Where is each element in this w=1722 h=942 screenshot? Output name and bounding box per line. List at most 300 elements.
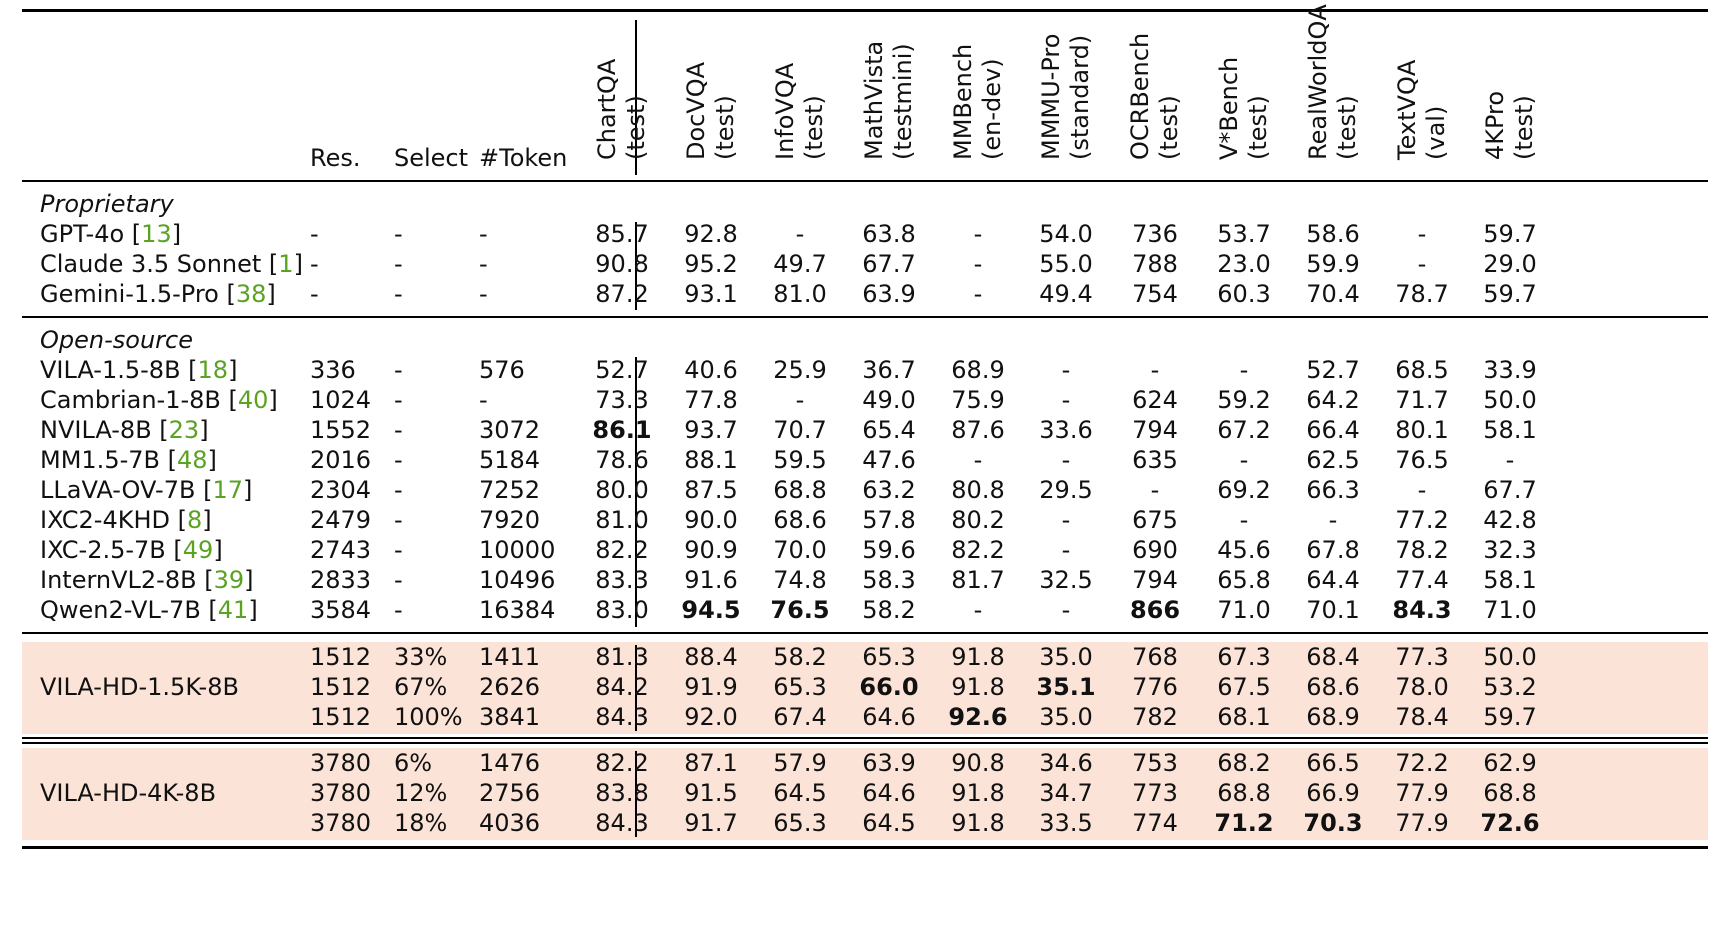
select-cell: 12%	[394, 779, 448, 807]
score-cell: 754	[1132, 280, 1178, 308]
select-header: Select	[394, 144, 469, 172]
score-cell: 85.7	[595, 220, 649, 248]
token-cell: 7252	[479, 476, 541, 504]
score-cell: 78.0	[1395, 673, 1449, 701]
score-cell: -	[1061, 386, 1071, 414]
select-cell: 67%	[394, 673, 448, 701]
score-cell: 59.7	[1483, 280, 1537, 308]
benchmark-split: (test)	[1244, 95, 1272, 160]
score-cell: 81.0	[595, 506, 649, 534]
model-name: NVILA-8B [23]	[40, 416, 209, 444]
model-name: Gemini-1.5-Pro [38]	[40, 280, 276, 308]
score-cell: -	[1239, 506, 1249, 534]
score-cell: 71.0	[1483, 596, 1537, 624]
score-cell: 86.1	[592, 416, 652, 444]
model-label: InternVL2-8B	[40, 566, 197, 594]
score-cell: 70.4	[1306, 280, 1360, 308]
citation-link: 48	[176, 446, 208, 474]
score-cell: 91.9	[684, 673, 738, 701]
token-cell: 1476	[479, 749, 541, 777]
score-cell: 67.4	[773, 703, 827, 731]
score-cell: 59.7	[1483, 220, 1537, 248]
score-cell: 84.2	[595, 673, 649, 701]
citation-link: 18	[197, 356, 229, 384]
score-cell: 90.9	[684, 536, 738, 564]
score-cell: 92.6	[948, 703, 1008, 731]
res-cell: 2304	[310, 476, 372, 504]
score-cell: 42.8	[1483, 506, 1537, 534]
score-cell: 90.0	[684, 506, 738, 534]
score-cell: 67.5	[1217, 673, 1271, 701]
res-cell: 3780	[310, 749, 372, 777]
token-cell: -	[479, 386, 488, 414]
model-label: Cambrian-1-8B	[40, 386, 221, 414]
token-cell: 4036	[479, 809, 541, 837]
token-cell: 2626	[479, 673, 541, 701]
score-cell: 60.3	[1217, 280, 1271, 308]
benchmark-header-text	[1126, 33, 1184, 160]
score-cell: 81.0	[773, 280, 827, 308]
res-cell: -	[310, 250, 319, 278]
benchmark-header-text	[1215, 57, 1273, 160]
score-cell: 49.7	[773, 250, 827, 278]
score-cell: 55.0	[1039, 250, 1093, 278]
res-header: Res.	[310, 144, 361, 172]
score-cell: 75.9	[951, 386, 1005, 414]
token-cell: 16384	[479, 596, 556, 624]
citation-link: 13	[141, 220, 172, 248]
score-cell: 70.1	[1306, 596, 1360, 624]
score-cell: 58.2	[862, 596, 916, 624]
citation-link: 8	[187, 506, 203, 534]
score-cell: 35.0	[1039, 703, 1093, 731]
res-cell: 2479	[310, 506, 372, 534]
benchmark-name: MMBench	[949, 43, 977, 160]
model-name: GPT-4o [13]	[40, 220, 182, 248]
score-cell: 67.3	[1217, 643, 1271, 671]
model-label: Claude 3.5 Sonnet	[40, 250, 262, 278]
score-cell: 68.5	[1395, 356, 1449, 384]
score-cell: 71.0	[1217, 596, 1271, 624]
score-cell: 62.5	[1306, 446, 1360, 474]
score-cell: 49.4	[1039, 280, 1093, 308]
score-cell: 675	[1132, 506, 1178, 534]
score-cell: 33.6	[1039, 416, 1093, 444]
score-cell: 95.2	[684, 250, 738, 278]
res-cell: 1024	[310, 386, 372, 414]
score-cell: 58.2	[773, 643, 827, 671]
token-header: #Token	[479, 144, 568, 172]
score-cell: 91.7	[684, 809, 738, 837]
select-cell: -	[394, 356, 403, 384]
score-cell: 59.5	[773, 446, 827, 474]
score-cell: 87.2	[595, 280, 649, 308]
score-cell: 52.7	[1306, 356, 1360, 384]
select-cell: -	[394, 386, 403, 414]
select-cell: 100%	[394, 703, 463, 731]
benchmark-name: 4KPro	[1481, 90, 1509, 160]
score-cell: 80.8	[951, 476, 1005, 504]
token-cell: 3072	[479, 416, 541, 444]
score-cell: 66.0	[859, 673, 919, 701]
score-cell: -	[973, 596, 983, 624]
model-name: IXC-2.5-7B [49]	[40, 536, 223, 564]
score-cell: -	[1417, 250, 1427, 278]
score-cell: 57.9	[773, 749, 827, 777]
res-cell: 1512	[310, 643, 372, 671]
score-cell: -	[795, 220, 805, 248]
benchmark-split: (test)	[800, 95, 828, 160]
benchmark-header-text	[1037, 34, 1095, 160]
select-cell: -	[394, 416, 403, 444]
score-cell: 67.7	[862, 250, 916, 278]
model-name: IXC2-4KHD [8]	[40, 506, 212, 534]
score-cell: 78.7	[1395, 280, 1449, 308]
score-cell: 80.1	[1395, 416, 1449, 444]
score-cell: 83.3	[595, 566, 649, 594]
score-cell: 29.5	[1039, 476, 1093, 504]
benchmark-split: (test)	[1510, 95, 1538, 160]
score-cell: 66.5	[1306, 749, 1360, 777]
score-cell: 63.9	[862, 749, 916, 777]
score-cell: 84.3	[1392, 596, 1452, 624]
res-cell: 3780	[310, 779, 372, 807]
score-cell: -	[1505, 446, 1515, 474]
open-source-label: Open-source	[40, 326, 193, 354]
score-cell: -	[1417, 476, 1427, 504]
model-label: GPT-4o	[40, 220, 125, 248]
select-cell: 6%	[394, 749, 433, 777]
token-cell: 7920	[479, 506, 541, 534]
header-rule	[22, 180, 1708, 182]
benchmark-name: MathVista	[860, 40, 888, 160]
score-cell: -	[1328, 506, 1338, 534]
benchmark-split: (testmini)	[889, 43, 917, 160]
score-cell: 71.2	[1214, 809, 1274, 837]
score-cell: 47.6	[862, 446, 916, 474]
benchmark-name: DocVQA	[682, 61, 710, 160]
score-cell: 64.4	[1306, 566, 1360, 594]
model-label: Qwen2-VL-7B	[40, 596, 201, 624]
res-cell: 1512	[310, 673, 372, 701]
score-cell: 50.0	[1483, 386, 1537, 414]
score-cell: 753	[1132, 749, 1178, 777]
score-cell: 93.1	[684, 280, 738, 308]
score-cell: 62.9	[1483, 749, 1537, 777]
model-label: IXC-2.5-7B	[40, 536, 166, 564]
score-cell: -	[973, 446, 983, 474]
benchmark-name: V*Bench	[1215, 56, 1243, 160]
score-cell: 91.6	[684, 566, 738, 594]
score-cell: 68.8	[773, 476, 827, 504]
score-cell: 64.2	[1306, 386, 1360, 414]
score-cell: 83.0	[595, 596, 649, 624]
score-cell: 90.8	[595, 250, 649, 278]
benchmark-name: OCRBench	[1126, 32, 1154, 160]
model-name: Qwen2-VL-7B [41]	[40, 596, 258, 624]
score-cell: 65.8	[1217, 566, 1271, 594]
token-cell: -	[479, 280, 488, 308]
res-cell: 2833	[310, 566, 372, 594]
score-cell: 77.3	[1395, 643, 1449, 671]
select-cell: -	[394, 220, 403, 248]
score-cell: 36.7	[862, 356, 916, 384]
score-cell: 29.0	[1483, 250, 1537, 278]
top-rule	[22, 9, 1708, 12]
score-cell: 82.2	[595, 749, 649, 777]
score-cell: 35.0	[1039, 643, 1093, 671]
score-cell: 58.6	[1306, 220, 1360, 248]
score-cell: 65.3	[773, 673, 827, 701]
token-cell: 2756	[479, 779, 541, 807]
score-cell: 88.1	[684, 446, 738, 474]
model-name: Cambrian-1-8B [40]	[40, 386, 278, 414]
score-cell: 78.2	[1395, 536, 1449, 564]
score-cell: 77.9	[1395, 779, 1449, 807]
score-cell: 77.8	[684, 386, 738, 414]
score-cell: 70.3	[1303, 809, 1363, 837]
score-cell: 773	[1132, 779, 1178, 807]
citation-link: 17	[212, 476, 243, 504]
bottom-rule	[22, 846, 1708, 849]
score-cell: 91.5	[684, 779, 738, 807]
citation-link: 23	[168, 416, 200, 444]
benchmark-header-text	[860, 41, 918, 160]
score-cell: -	[1417, 220, 1427, 248]
benchmark-split: (test)	[711, 95, 739, 160]
score-cell: 87.1	[684, 749, 738, 777]
benchmark-name: ChartQA	[593, 58, 621, 160]
score-cell: 34.6	[1039, 749, 1093, 777]
score-cell: 77.9	[1395, 809, 1449, 837]
score-cell: 66.9	[1306, 779, 1360, 807]
score-cell: 59.6	[862, 536, 916, 564]
score-cell: 768	[1132, 643, 1178, 671]
score-cell: 81.3	[595, 643, 649, 671]
model-label: Gemini-1.5-Pro	[40, 280, 219, 308]
citation-link: 38	[235, 280, 267, 308]
score-cell: 40.6	[684, 356, 738, 384]
score-cell: 90.8	[951, 749, 1005, 777]
res-cell: 2016	[310, 446, 372, 474]
benchmark-header-text	[593, 59, 651, 160]
score-cell: -	[795, 386, 805, 414]
score-cell: 65.3	[862, 643, 916, 671]
score-cell: 91.8	[951, 779, 1005, 807]
score-cell: -	[1061, 446, 1071, 474]
score-cell: 64.6	[862, 779, 916, 807]
score-cell: -	[973, 220, 983, 248]
score-cell: 63.8	[862, 220, 916, 248]
score-cell: 88.4	[684, 643, 738, 671]
model-label: VILA-1.5-8B	[40, 356, 181, 384]
score-cell: -	[1061, 506, 1071, 534]
res-cell: 1552	[310, 416, 372, 444]
select-cell: 18%	[394, 809, 448, 837]
score-cell: 78.4	[1395, 703, 1449, 731]
benchmark-split: (standard)	[1066, 34, 1094, 160]
score-cell: 80.2	[951, 506, 1005, 534]
score-cell: 64.5	[773, 779, 827, 807]
score-cell: 23.0	[1217, 250, 1271, 278]
score-cell: -	[973, 280, 983, 308]
score-cell: 68.6	[773, 506, 827, 534]
model-name: VILA-HD-1.5K-8B	[40, 673, 239, 701]
token-cell: 3841	[479, 703, 541, 731]
score-cell: 788	[1132, 250, 1178, 278]
benchmark-split: (val)	[1422, 105, 1450, 160]
benchmark-header-text	[949, 44, 1007, 160]
citation-link: 41	[217, 596, 249, 624]
score-cell: 66.4	[1306, 416, 1360, 444]
score-cell: 58.1	[1483, 566, 1537, 594]
token-cell: -	[479, 250, 488, 278]
score-cell: 92.0	[684, 703, 738, 731]
score-cell: 84.3	[595, 809, 649, 837]
select-cell: -	[394, 566, 403, 594]
score-cell: 64.5	[862, 809, 916, 837]
score-cell: 59.9	[1306, 250, 1360, 278]
benchmark-name: InfoVQA	[771, 62, 799, 160]
score-cell: 68.6	[1306, 673, 1360, 701]
section-rule	[22, 316, 1708, 318]
score-cell: 70.7	[773, 416, 827, 444]
score-cell: 87.5	[684, 476, 738, 504]
score-cell: 25.9	[773, 356, 827, 384]
score-cell: 53.2	[1483, 673, 1537, 701]
score-cell: 782	[1132, 703, 1178, 731]
score-cell: 82.2	[595, 536, 649, 564]
token-cell: 1411	[479, 643, 541, 671]
score-cell: 57.8	[862, 506, 916, 534]
score-cell: 71.7	[1395, 386, 1449, 414]
score-cell: 624	[1132, 386, 1178, 414]
score-cell: 91.8	[951, 643, 1005, 671]
score-cell: 74.8	[773, 566, 827, 594]
citation-link: 49	[182, 536, 214, 564]
score-cell: 63.9	[862, 280, 916, 308]
select-cell: -	[394, 476, 403, 504]
token-cell: 10496	[479, 566, 556, 594]
score-cell: 72.6	[1480, 809, 1540, 837]
score-cell: 34.7	[1039, 779, 1093, 807]
benchmark-header-text	[1304, 4, 1362, 160]
group-sep-rule-a	[22, 737, 1708, 739]
token-cell: -	[479, 220, 488, 248]
model-name: VILA-1.5-8B [18]	[40, 356, 238, 384]
model-name: Claude 3.5 Sonnet [1]	[40, 250, 303, 278]
res-cell: 3584	[310, 596, 372, 624]
benchmark-header-text	[1481, 91, 1539, 160]
select-cell: -	[394, 250, 403, 278]
token-cell: 5184	[479, 446, 541, 474]
score-cell: 690	[1132, 536, 1178, 564]
score-cell: 67.7	[1483, 476, 1537, 504]
score-cell: 68.2	[1217, 749, 1271, 777]
model-name: LLaVA-OV-7B [17]	[40, 476, 253, 504]
score-cell: 63.2	[862, 476, 916, 504]
model-name: InternVL2-8B [39]	[40, 566, 254, 594]
score-cell: 54.0	[1039, 220, 1093, 248]
score-cell: 64.6	[862, 703, 916, 731]
score-cell: 87.6	[951, 416, 1005, 444]
score-cell: 53.7	[1217, 220, 1271, 248]
group-sep-rule-b	[22, 742, 1708, 744]
score-cell: -	[1061, 356, 1071, 384]
benchmark-split: (test)	[1155, 95, 1183, 160]
score-cell: -	[1150, 356, 1160, 384]
score-cell: 73.3	[595, 386, 649, 414]
benchmark-split: (test)	[1333, 95, 1361, 160]
score-cell: 72.2	[1395, 749, 1449, 777]
score-cell: 59.2	[1217, 386, 1271, 414]
score-cell: 92.8	[684, 220, 738, 248]
model-label: MM1.5-7B	[40, 446, 160, 474]
score-cell: 776	[1132, 673, 1178, 701]
select-cell: -	[394, 596, 403, 624]
score-cell: 635	[1132, 446, 1178, 474]
score-cell: -	[1061, 536, 1071, 564]
score-cell: -	[1150, 476, 1160, 504]
score-cell: 45.6	[1217, 536, 1271, 564]
score-cell: 68.9	[951, 356, 1005, 384]
benchmark-header-text	[682, 62, 740, 160]
score-cell: 94.5	[681, 596, 741, 624]
score-cell: 794	[1132, 416, 1178, 444]
score-cell: 52.7	[595, 356, 649, 384]
score-cell: 67.8	[1306, 536, 1360, 564]
score-cell: 67.2	[1217, 416, 1271, 444]
score-cell: 77.2	[1395, 506, 1449, 534]
score-cell: 794	[1132, 566, 1178, 594]
select-cell: -	[394, 280, 403, 308]
score-cell: 83.8	[595, 779, 649, 807]
model-name: MM1.5-7B [48]	[40, 446, 217, 474]
score-cell: 58.3	[862, 566, 916, 594]
score-cell: 84.3	[595, 703, 649, 731]
score-cell: 68.8	[1483, 779, 1537, 807]
benchmark-name: MMMU-Pro	[1037, 33, 1065, 160]
score-cell: 32.5	[1039, 566, 1093, 594]
citation-link: 39	[213, 566, 245, 594]
benchmark-name: RealWorldQA	[1304, 4, 1332, 160]
score-cell: 866	[1129, 596, 1181, 624]
score-cell: 58.1	[1483, 416, 1537, 444]
score-cell: 70.0	[773, 536, 827, 564]
res-cell: 2743	[310, 536, 372, 564]
res-cell: 3780	[310, 809, 372, 837]
model-label: LLaVA-OV-7B	[40, 476, 196, 504]
token-cell: 10000	[479, 536, 556, 564]
score-cell: -	[1239, 446, 1249, 474]
res-cell: 336	[310, 356, 356, 384]
score-cell: 33.9	[1483, 356, 1537, 384]
citation-link: 40	[237, 386, 269, 414]
token-cell: 576	[479, 356, 525, 384]
score-cell: 77.4	[1395, 566, 1449, 594]
select-cell: -	[394, 446, 403, 474]
res-cell: -	[310, 220, 319, 248]
score-cell: 93.7	[684, 416, 738, 444]
benchmark-header-text	[1393, 60, 1451, 160]
score-cell: 736	[1132, 220, 1178, 248]
proprietary-label: Proprietary	[40, 190, 174, 218]
benchmark-split: (en-dev)	[978, 58, 1006, 160]
citation-link: 1	[278, 250, 294, 278]
score-cell: -	[973, 250, 983, 278]
score-cell: 68.1	[1217, 703, 1271, 731]
score-cell: 35.1	[1036, 673, 1096, 701]
